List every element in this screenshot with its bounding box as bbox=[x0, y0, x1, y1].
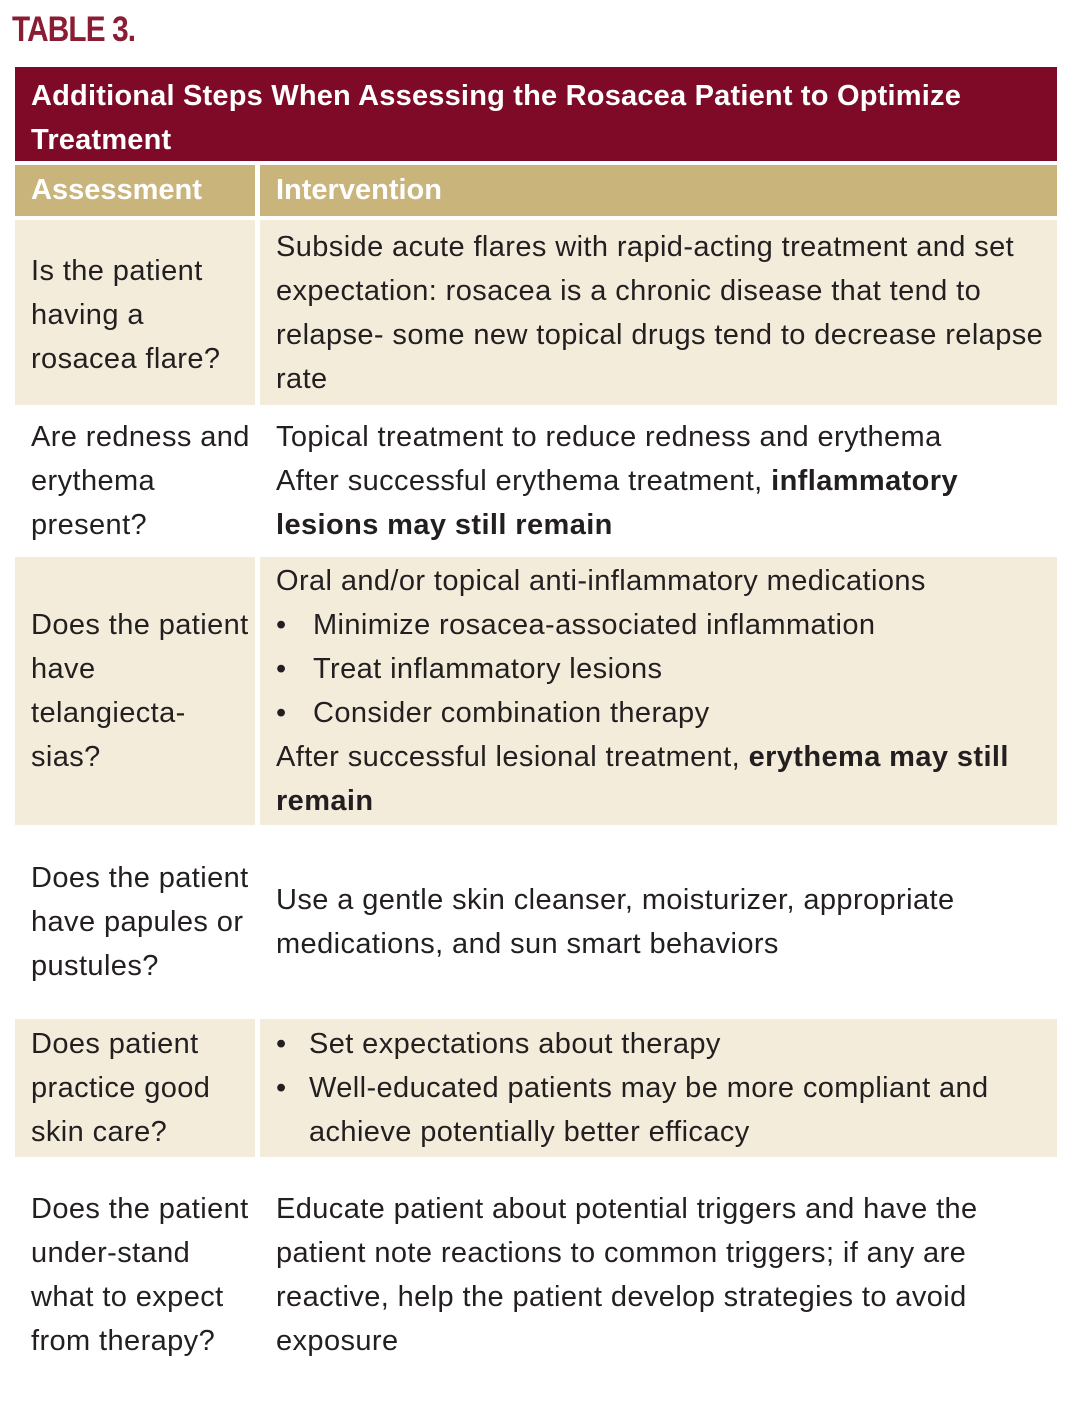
assessment-cell: Does the patient have papules or pustules? bbox=[31, 862, 249, 982]
header-intervention: Intervention bbox=[260, 165, 1057, 216]
table-row bbox=[15, 1157, 1057, 1389]
intervention-cell bbox=[260, 557, 1057, 825]
table-title: Additional Steps When Assessing the Rosacea Patient to Optimize Treatment bbox=[15, 67, 1057, 161]
table-row bbox=[15, 405, 1057, 553]
intervention-line: Topical treatment to reduce redness and erythema bbox=[276, 421, 942, 453]
assessment-cell: Does the patient have telangiecta-sias? bbox=[31, 609, 249, 773]
table-row bbox=[15, 825, 1057, 1015]
intervention-cell: Subside acute flares with rapid-acting treatment and set expectation: rosacea is a chronic disease that tend to relapse- some new topical drugs tend to decrease relapse rate bbox=[276, 230, 1044, 395]
assessment-cell: Does patient practice good skin care? bbox=[31, 1028, 211, 1148]
bullet-icon: • bbox=[276, 1072, 287, 1104]
table-row bbox=[15, 1015, 1057, 1157]
intervention-cell: Educate patient about potential triggers and have the patient note reactions to common triggers; if any are reactive, help the patient develop strategies to avoid exposure bbox=[276, 1193, 978, 1357]
table-row bbox=[15, 553, 1057, 825]
bullet-icon: • bbox=[276, 609, 287, 641]
assessment-cell: Does the patient under-stand what to expect from therapy? bbox=[31, 1193, 249, 1357]
emphasis-text: erythema may still remain bbox=[276, 741, 1009, 817]
bullet-icon: • bbox=[276, 697, 287, 729]
table-label: TABLE 3. bbox=[12, 10, 136, 49]
list-item: • Consider combination therapy bbox=[276, 691, 1047, 735]
header-assessment: Assessment bbox=[15, 165, 255, 216]
intervention-cell bbox=[260, 409, 1057, 553]
table-header-row bbox=[15, 165, 1057, 216]
intervention-cell bbox=[260, 1019, 1057, 1157]
list-item: • Minimize rosacea-associated inflammation bbox=[276, 603, 1047, 647]
intervention-line: After successful erythema treatment, inflammatory lesions may still remain bbox=[276, 465, 959, 541]
table-row bbox=[15, 216, 1057, 405]
emphasis-text: inflammatory lesions may still remain bbox=[276, 465, 959, 541]
list-item: • Set expectations about therapy bbox=[276, 1022, 1047, 1066]
bullet-icon: • bbox=[276, 653, 287, 685]
intervention-cell: Use a gentle skin cleanser, moisturizer, appropriate medications, and sun smart behaviors bbox=[276, 884, 955, 960]
intervention-line: Oral and/or topical anti-inflammatory medications bbox=[276, 565, 926, 597]
assessment-cell: Is the patient having a rosacea flare? bbox=[31, 254, 221, 375]
intervention-line: After successful lesional treatment, erythema may still remain bbox=[276, 741, 1009, 817]
bullet-icon: • bbox=[276, 1028, 287, 1060]
assessment-table bbox=[15, 67, 1057, 1389]
list-item: • Well-educated patients may be more compliant and achieve potentially better efficacy bbox=[276, 1066, 1047, 1154]
bullet-list bbox=[276, 603, 1047, 735]
list-item: • Treat inflammatory lesions bbox=[276, 647, 1047, 691]
bullet-list bbox=[276, 1022, 1047, 1154]
assessment-cell: Are redness and erythema present? bbox=[31, 421, 250, 541]
